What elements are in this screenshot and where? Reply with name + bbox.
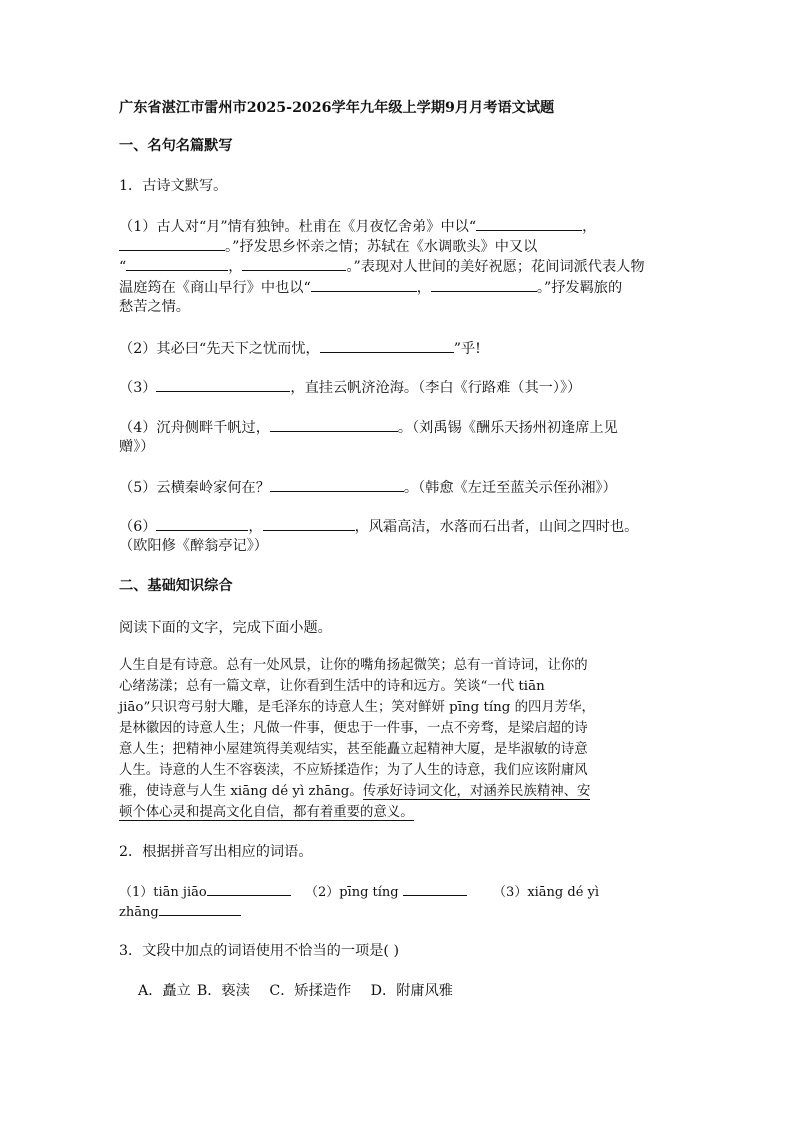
question-1-1-line-4 — [119, 277, 622, 298]
passage-line-4: 是林徽因的诗意人生；凡做一件事，便忠于一件事，一点不旁骛，是梁启超的诗 — [119, 721, 588, 736]
question-1-1-line-1 — [119, 216, 596, 237]
q1-1-text-b: 。”抒发思乡怀亲之情；苏轼在《水调歌头》中又以 — [225, 239, 538, 255]
answer-blank[interactable] — [126, 256, 228, 271]
q1-5-text-b: 。（韩愈《左迁至蓝关示侄孙湘》） — [403, 480, 617, 496]
question-3-title: 3．文段中加点的词语使用不恰当的一项是( ) — [119, 943, 399, 959]
passage-line-5: 意人生；把精神小屋建筑得美观结实，甚至能矗立起精神大厦，是毕淑敏的诗意 — [119, 742, 588, 757]
question-1-1-line-2 — [119, 236, 537, 257]
question-1-4-line-1 — [119, 417, 618, 438]
question-1-5 — [119, 477, 617, 498]
answer-blank[interactable] — [403, 881, 467, 896]
question-1-1-line-5: 愁苦之情。 — [119, 299, 190, 315]
q1-1-text-g: ， — [416, 280, 431, 296]
answer-blank[interactable] — [270, 477, 404, 492]
option-a[interactable]: A．矗立 — [138, 983, 191, 999]
q2-item-4: zhāng — [119, 905, 159, 920]
q1-6-text-b: ， — [248, 519, 263, 535]
q1-6-text-c: ，风霜高洁，水落而石出者，山间之四时也。 — [354, 519, 639, 535]
q1-5-text-a: （5）云横秦岭家何在？ — [119, 480, 270, 496]
question-1-6-line-1 — [119, 516, 638, 537]
q1-2-text-a: （2）其必曰“先天下之忧而忧， — [119, 341, 320, 357]
option-d[interactable]: D．附庸风雅 — [370, 983, 453, 999]
passage-line-6: 人生。诗意的人生不容亵渎，不应矫揉造作；为了人生的诗意，我们应该附庸风 — [119, 763, 588, 778]
q1-3-text-b: ，直挂云帆济沧海。（李白《行路难（其一）》） — [290, 380, 582, 396]
underlined-sentence-part-1: 传承好诗词文化，对涵养民族精神、安 — [362, 784, 591, 799]
question-1-1-line-3 — [119, 256, 645, 277]
q1-1-text-h: 。”抒发羁旅的 — [536, 280, 623, 296]
answer-blank[interactable] — [270, 417, 398, 432]
question-1-6-line-2: （欧阳修《醉翁亭记》） — [119, 538, 268, 554]
q1-6-text-a: （6） — [119, 519, 157, 535]
passage-line-3: jiāo”只识弯弓射大雕，是毛泽东的诗意人生；笑对鲜妍 pīng tíng 的四月芳华， — [119, 700, 595, 715]
question-1-4-line-2: 赠》） — [119, 439, 155, 455]
answer-blank[interactable] — [156, 377, 290, 392]
answer-blank[interactable] — [320, 338, 454, 353]
q2-item-3: （3）xiāng dé yì — [493, 885, 600, 900]
question-2-items — [119, 881, 599, 903]
passage-line-7-text: 雅，使诗意与人生 xiāng dé yì zhāng。 — [119, 784, 363, 799]
answer-blank[interactable] — [207, 881, 291, 896]
answer-blank[interactable] — [263, 516, 355, 531]
option-b[interactable]: B．亵渎 — [196, 983, 250, 999]
q1-1-text-f: 温庭筠在《商山早行》中也以“ — [119, 280, 311, 296]
section-2-heading: 二、基础知识综合 — [119, 578, 233, 594]
passage-line-2: 心绪荡漾；总有一篇文章，让你看到生活中的诗和远方。笑谈“一代 tiān — [119, 679, 545, 694]
q1-1-text-d: ， — [228, 259, 243, 275]
q1-1-text-a: （1）古人对“月”情有独钟。杜甫在《月夜忆舍弟》中以“ — [119, 219, 477, 235]
answer-blank[interactable] — [156, 516, 248, 531]
q2-item-1: （1）tiān jiāo — [119, 885, 207, 900]
q1-4-text-a: （4）沉舟侧畔千帆过， — [119, 420, 270, 436]
question-2-title: 2．根据拼音写出相应的词语。 — [119, 844, 313, 860]
q2-item-2: （2）pīng tíng — [304, 885, 399, 900]
passage-line-1: 人生自是有诗意。总有一处风景，让你的嘴角扬起微笑；总有一首诗词，让你的 — [119, 658, 588, 673]
exam-title: 广东省湛江市雷州市2025-2026学年九年级上学期9月月考语文试题 — [119, 100, 555, 116]
q1-4-text-b: 。（刘禹锡《酬乐天扬州初逢席上见 — [397, 420, 618, 436]
answer-blank[interactable] — [431, 277, 537, 292]
passage-line-7 — [119, 782, 590, 802]
underlined-sentence-part-2: 顿个体心灵和提高文化自信，都有着重要的意义。 — [119, 805, 414, 820]
question-1-title: 1．古诗文默写。 — [119, 178, 228, 194]
question-1-2 — [119, 338, 481, 359]
question-3-options — [138, 981, 459, 1001]
q1-1-text-c: “ — [119, 259, 127, 275]
section-1-heading: 一、名句名篇默写 — [119, 138, 233, 154]
question-1-3 — [119, 377, 581, 398]
answer-blank[interactable] — [242, 256, 346, 271]
section-2-intro: 阅读下面的文字，完成下面小题。 — [119, 620, 332, 636]
option-c[interactable]: C．矫揉造作 — [269, 983, 352, 999]
q1-2-text-b: ”乎! — [453, 341, 481, 357]
answer-blank[interactable] — [119, 236, 225, 251]
q1-1-text-e: 。”表现对人世间的美好祝愿；花间词派代表人物 — [346, 259, 645, 275]
answer-blank[interactable] — [159, 901, 241, 916]
answer-blank[interactable] — [476, 216, 582, 231]
question-2-items-line-2 — [119, 901, 241, 923]
passage-line-8 — [119, 803, 414, 823]
q1-3-text-a: （3） — [119, 380, 157, 396]
q1-1-comma: ， — [582, 219, 597, 235]
answer-blank[interactable] — [311, 277, 417, 292]
